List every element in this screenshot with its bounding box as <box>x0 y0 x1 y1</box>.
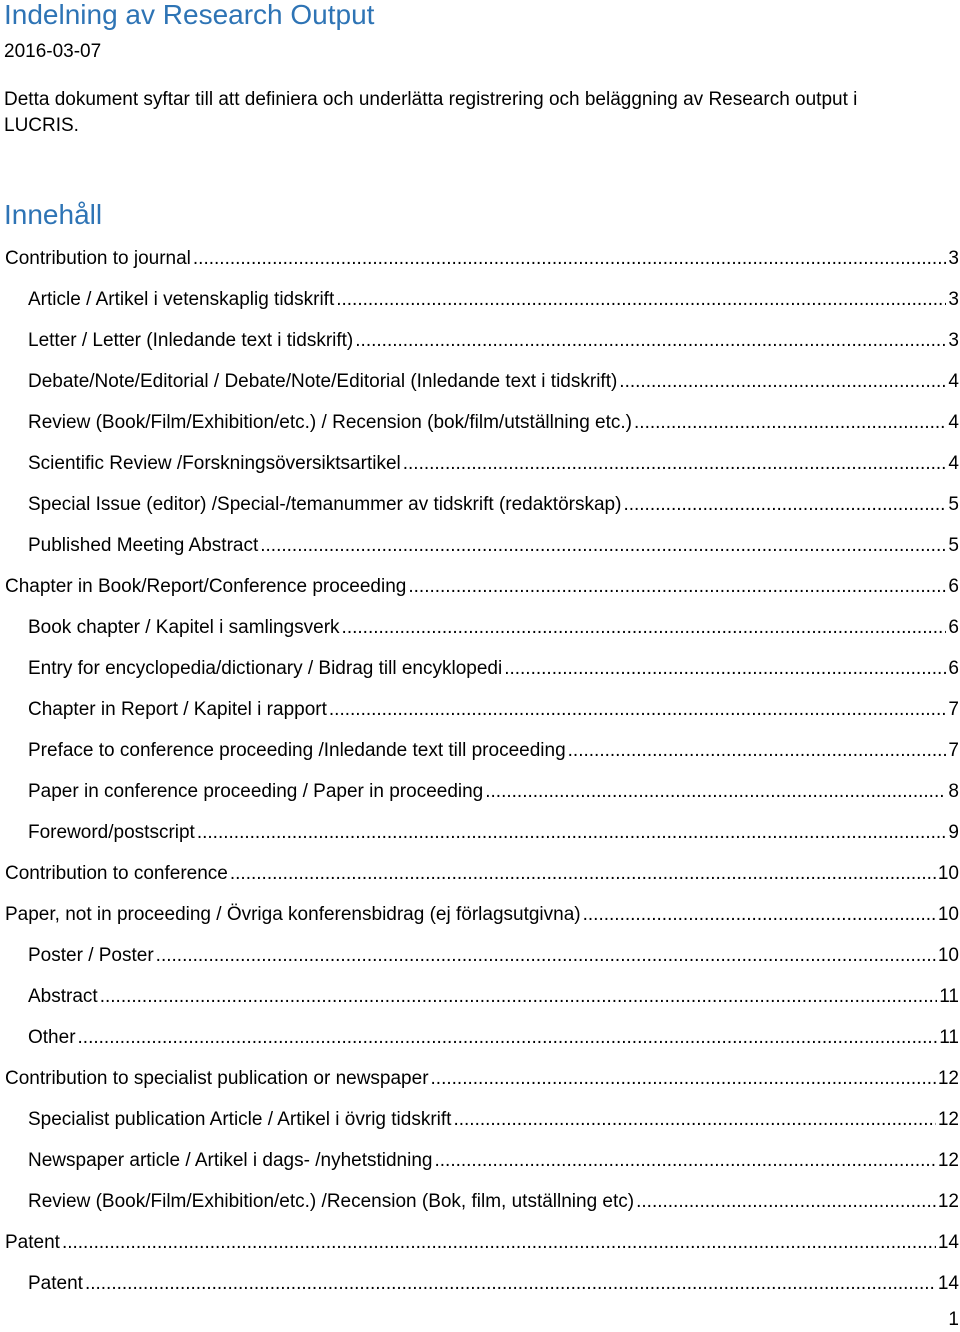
toc-dot-leader <box>636 1189 936 1215</box>
toc-entry[interactable] <box>0 812 960 853</box>
toc-entry-page: 14 <box>937 1272 959 1294</box>
toc-dot-leader <box>355 328 946 354</box>
toc-entry[interactable] <box>0 689 960 730</box>
toc-dot-leader <box>336 287 946 313</box>
toc-entry-page: 6 <box>948 657 959 679</box>
toc-dot-leader <box>156 943 936 969</box>
toc-entry-page: 4 <box>948 411 959 433</box>
toc-entry-page: 12 <box>937 1149 959 1171</box>
toc-entry[interactable] <box>0 525 960 566</box>
toc-entry-page: 10 <box>937 862 959 884</box>
toc-entry-title: Newspaper article / Artikel i dags- /nyhetstidning <box>28 1149 433 1171</box>
table-of-contents <box>0 238 960 1304</box>
toc-entry-page: 5 <box>948 534 959 556</box>
toc-entry-page: 7 <box>948 739 959 761</box>
toc-entry[interactable] <box>0 402 960 443</box>
toc-entry-page: 8 <box>948 780 959 802</box>
toc-entry-page: 11 <box>939 985 959 1007</box>
toc-entry-title: Entry for encyclopedia/dictionary / Bidrag till encyklopedi <box>28 657 503 679</box>
toc-entry-title: Paper in conference proceeding / Paper in proceeding <box>28 780 484 802</box>
toc-entry-title: Chapter in Report / Kapitel i rapport <box>28 698 327 720</box>
toc-dot-leader <box>329 697 947 723</box>
toc-entry-page: 10 <box>937 944 959 966</box>
toc-entry-page: 12 <box>937 1108 959 1130</box>
toc-entry[interactable] <box>0 238 960 279</box>
toc-entry-title: Chapter in Book/Report/Conference proceeding <box>5 575 407 597</box>
toc-entry[interactable] <box>0 853 960 894</box>
toc-dot-leader <box>583 902 936 928</box>
toc-entry[interactable] <box>0 484 960 525</box>
toc-entry[interactable] <box>0 1017 960 1058</box>
toc-entry[interactable] <box>0 730 960 771</box>
toc-entry-title: Preface to conference proceeding /Inledande text till proceeding <box>28 739 566 761</box>
toc-dot-leader <box>453 1107 935 1133</box>
toc-entry[interactable] <box>0 1181 960 1222</box>
toc-entry-page: 10 <box>937 903 959 925</box>
toc-entry-page: 12 <box>937 1067 959 1089</box>
toc-entry[interactable] <box>0 361 960 402</box>
toc-entry-title: Abstract <box>28 985 98 1007</box>
toc-dot-leader <box>62 1230 936 1256</box>
toc-entry[interactable] <box>0 976 960 1017</box>
toc-dot-leader <box>230 861 936 887</box>
toc-entry[interactable] <box>0 935 960 976</box>
toc-dot-leader <box>260 533 946 559</box>
toc-dot-leader <box>197 820 947 846</box>
toc-entry-title: Review (Book/Film/Exhibition/etc.) /Recension (Bok, film, utställning etc) <box>28 1190 635 1212</box>
toc-entry[interactable] <box>0 566 960 607</box>
toc-entry-page: 3 <box>948 288 959 310</box>
toc-entry-title: Poster / Poster <box>28 944 154 966</box>
toc-dot-leader <box>342 615 947 641</box>
toc-entry-title: Other <box>28 1026 76 1048</box>
toc-entry[interactable] <box>0 1263 960 1304</box>
toc-entry-page: 4 <box>948 452 959 474</box>
toc-dot-leader <box>434 1148 935 1174</box>
toc-entry-title: Special Issue (editor) /Special-/temanummer av tidskrift (redaktörskap) <box>28 493 622 515</box>
toc-entry-title: Book chapter / Kapitel i samlingsverk <box>28 616 340 638</box>
toc-dot-leader <box>619 369 946 395</box>
toc-dot-leader <box>78 1025 938 1051</box>
toc-entry[interactable] <box>0 607 960 648</box>
toc-entry-title: Article / Artikel i vetenskaplig tidskrift <box>28 288 335 310</box>
document-intro: Detta dokument syftar till att definiera och underlätta registrering och beläggning av Research output i LUCRIS. <box>4 89 858 136</box>
toc-entry-title: Patent <box>5 1231 60 1253</box>
toc-entry-title: Published Meeting Abstract <box>28 534 259 556</box>
toc-entry-title: Debate/Note/Editorial / Debate/Note/Editorial (Inledande text i tidskrift) <box>28 370 618 392</box>
toc-entry[interactable] <box>0 279 960 320</box>
toc-dot-leader <box>85 1271 936 1297</box>
toc-dot-leader <box>504 656 946 682</box>
toc-entry[interactable] <box>0 648 960 689</box>
toc-entry-page: 3 <box>948 329 959 351</box>
toc-dot-leader <box>403 451 947 477</box>
toc-entry[interactable] <box>0 443 960 484</box>
toc-entry-title: Patent <box>28 1272 83 1294</box>
toc-entry-title: Contribution to conference <box>5 862 228 884</box>
toc-dot-leader <box>100 984 938 1010</box>
toc-entry-page: 7 <box>948 698 959 720</box>
toc-entry-title: Scientific Review /Forskningsöversiktsartikel <box>28 452 401 474</box>
toc-entry-title: Letter / Letter (Inledande text i tidskrift) <box>28 329 354 351</box>
toc-entry-title: Paper, not in proceeding / Övriga konferensbidrag (ej förlagsutgivna) <box>5 903 581 925</box>
toc-entry[interactable] <box>0 771 960 812</box>
toc-entry[interactable] <box>0 894 960 935</box>
toc-entry-page: 5 <box>948 493 959 515</box>
document-date: 2016-03-07 <box>4 41 102 62</box>
toc-entry-page: 9 <box>948 821 959 843</box>
toc-entry[interactable] <box>0 320 960 361</box>
toc-dot-leader <box>193 246 947 272</box>
page-number: 1 <box>948 1309 959 1330</box>
toc-entry[interactable] <box>0 1058 960 1099</box>
toc-dot-leader <box>485 779 946 805</box>
toc-entry-title: Review (Book/Film/Exhibition/etc.) / Recension (bok/film/utställning etc.) <box>28 411 633 433</box>
toc-entry-page: 3 <box>948 247 959 269</box>
toc-entry[interactable] <box>0 1099 960 1140</box>
toc-entry-page: 14 <box>937 1231 959 1253</box>
toc-dot-leader <box>431 1066 936 1092</box>
toc-entry-title: Contribution to journal <box>5 247 191 269</box>
toc-dot-leader <box>634 410 946 436</box>
toc-entry-title: Contribution to specialist publication or newspaper <box>5 1067 429 1089</box>
toc-entry-page: 6 <box>948 616 959 638</box>
toc-entry-title: Specialist publication Article / Artikel i övrig tidskrift <box>28 1108 452 1130</box>
toc-entry-page: 11 <box>939 1026 959 1048</box>
toc-entry[interactable] <box>0 1140 960 1181</box>
document-title: Indelning av Research Output <box>4 0 375 30</box>
toc-entry-page: 12 <box>937 1190 959 1212</box>
toc-entry-page: 6 <box>948 575 959 597</box>
toc-entry-page: 4 <box>948 370 959 392</box>
toc-dot-leader <box>408 574 946 600</box>
toc-dot-leader <box>623 492 946 518</box>
toc-dot-leader <box>568 738 947 764</box>
toc-entry-title: Foreword/postscript <box>28 821 195 843</box>
toc-heading: Innehåll <box>4 199 103 230</box>
toc-entry[interactable] <box>0 1222 960 1263</box>
